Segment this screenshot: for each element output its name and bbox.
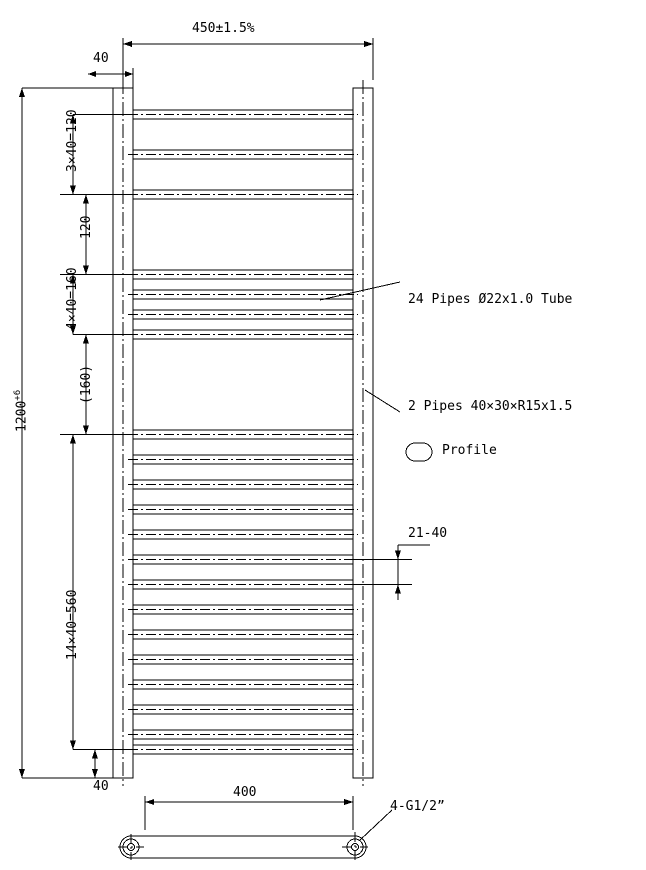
dim-bottom-400 <box>145 796 353 830</box>
dim-label-bottom-400: 400 <box>233 785 257 800</box>
leader-lines <box>320 282 400 412</box>
dim-label-gap-160: (160) <box>79 364 94 404</box>
note-connection: 4-G1/2” <box>390 799 445 814</box>
height-value: 1200 <box>14 400 30 432</box>
note-tubes: 24 Pipes Ø22x1.0 Tube <box>408 292 573 307</box>
dim-label-14x40: 14×40=560 <box>65 589 80 660</box>
dim-height-1200 <box>19 88 113 778</box>
height-tol-plus: +6 <box>13 389 23 401</box>
profile-icon <box>406 443 432 461</box>
dim-label-gap-120: 120 <box>79 215 94 239</box>
dim-pitch-21-40 <box>353 545 430 600</box>
dim-width-450 <box>123 38 373 80</box>
plan-view <box>118 810 392 862</box>
dim-left-chain <box>60 115 133 779</box>
dim-label-3x40: 3×40=120 <box>65 109 80 172</box>
note-profile: Profile <box>442 443 497 458</box>
dim-label-bottom-40: 40 <box>93 779 109 794</box>
dim-label-pitch: 21-40 <box>408 526 448 541</box>
dim-label-height-1200 <box>14 390 28 432</box>
tube-centerlines <box>128 115 358 750</box>
note-rails: 2 Pipes 40×30×R15x1.5 <box>408 399 573 414</box>
dim-top-40 <box>88 68 133 88</box>
tube-group <box>133 110 353 754</box>
dim-label-4x40: 4×40=160 <box>65 267 80 330</box>
dim-label-top-40: 40 <box>93 51 109 66</box>
dim-label-width-450: 450±1.5% <box>192 21 255 36</box>
